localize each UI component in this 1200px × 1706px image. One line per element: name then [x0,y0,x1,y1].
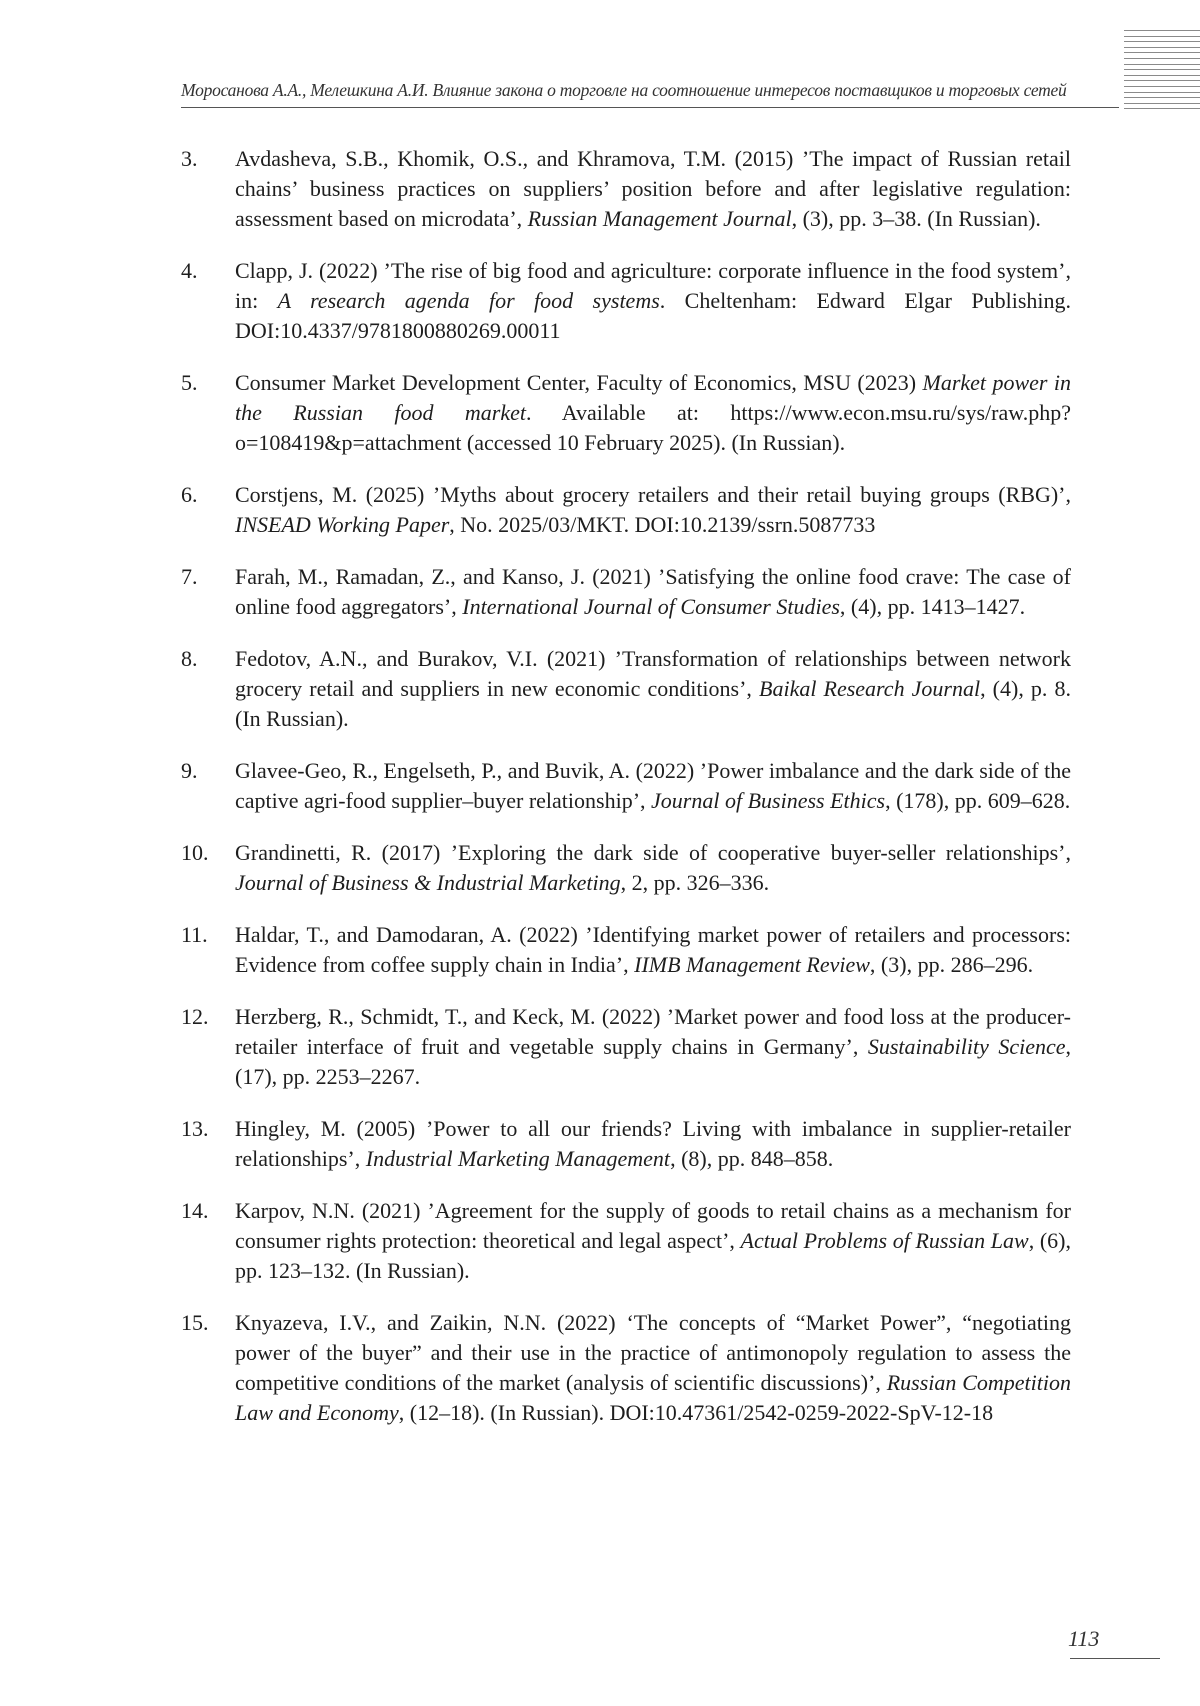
reference-text [235,1196,1071,1286]
reference-segment: Hingley, M. (2005) ’Power to all our friends? Living with imbalance in supplier-retailer relationships’, [235,1116,1071,1171]
header-divider [181,107,1119,108]
reference-item [181,920,1071,980]
reference-item [181,1308,1071,1428]
reference-segment: Knyazeva, I.V., and Zaikin, N.N. (2022) ‘The concepts of “Market Power”, “negotiating power of the buyer” and their use in the practice of antimonopoly regulation to assess the competitive conditions of the market (analysis of scientific discussions)’, [235,1310,1071,1395]
reference-segment: , (8), pp. 848–858. [670,1146,834,1171]
reference-item [181,838,1071,898]
reference-number: 13. [181,1116,209,1141]
reference-segment: Haldar, T., and Damodaran, A. (2022) ’Identifying market power of retailers and processors: Evidence from coffee supply chain in India’, [235,922,1071,977]
reference-segment: , (4), pp. 1413–1427. [839,594,1026,619]
reference-source-title: IIMB Management Review [634,952,870,977]
decorative-stripes [1124,30,1200,110]
reference-text [235,368,1071,458]
reference-source-title: Russian Management Journal [527,206,792,231]
reference-number: 4. [181,258,198,283]
reference-item [181,144,1071,234]
reference-item [181,256,1071,346]
reference-segment: , (12–18). (In Russian). DOI:10.47361/2542-0259-2022-SpV-12-18 [398,1400,994,1425]
reference-text [235,144,1071,234]
reference-number: 3. [181,146,198,171]
reference-source-title: Journal of Business Ethics [651,788,886,813]
reference-number: 10. [181,840,209,865]
reference-segment: Farah, M., Ramadan, Z., and Kanso, J. (2021) ’Satisfying the online food crave: The case of online food aggregators’, [235,564,1071,619]
reference-segment: Consumer Market Development Center, Faculty of Economics, MSU (2023) [235,370,923,395]
reference-source-title: A research agenda for food systems [277,288,660,313]
reference-list [181,144,1071,1450]
reference-segment: . Available at: https://www.econ.msu.ru/sys/raw.​php?o=108419&p=attachment (accessed 10 February 2025). (In Russian). [235,400,1071,455]
reference-segment: Herzberg, R., Schmidt, T., and Keck, M. (2022) ’Market power and food loss at the producer-retailer interface of fruit and vegetable supply chains in Germany’, [235,1004,1071,1059]
reference-number: 8. [181,646,198,671]
reference-segment: Corstjens, M. (2025) ’Myths about grocery retailers and their retail buying groups (RBG)’, [235,482,1071,507]
reference-source-title: Baikal Research Journal [759,676,981,701]
reference-source-title: Sustainability Science [867,1034,1066,1059]
reference-source-title: Actual Problems of Russian Law [740,1228,1029,1253]
reference-segment: Clapp, J. (2022) ’The rise of big food and agriculture: corporate influence in the food system’, in: [235,258,1071,313]
reference-segment: Karpov, N.N. (2021) ’Agreement for the supply of goods to retail chains as a mechanism for consumer rights protection: theoretical and legal aspect’, [235,1198,1071,1253]
reference-segment: . Cheltenham: Edward Elgar Publishing. DOI:10.4337/9781800880269.00011 [235,288,1071,343]
page-number: 113 [1068,1626,1100,1651]
reference-segment: Grandinetti, R. (2017) ’Exploring the dark side of cooperative buyer-seller relationships’, [235,840,1071,865]
reference-item [181,1196,1071,1286]
reference-text [235,920,1071,980]
reference-item [181,480,1071,540]
reference-segment: Glavee-Geo, R., Engelseth, P., and Buvik, A. (2022) ’Power imbalance and the dark side of the captive agri-food supplier–buyer relationship’, [235,758,1071,813]
reference-source-title: Market power in the Russian food market [235,370,1071,425]
reference-item [181,1114,1071,1174]
reference-source-title: Russian Competition Law and Economy [235,1370,1071,1425]
reference-segment: Avdasheva, S.B., Khomik, O.S., and Khramova, T.M. (2015) ’The impact of Russian retail chains’ business practices on suppliers’ position before and after legislative regulation: assessment based on microdata’, [235,146,1071,231]
reference-text [235,1114,1071,1174]
reference-segment: , 2, pp. 326–336. [620,870,770,895]
reference-number: 5. [181,370,198,395]
reference-item [181,562,1071,622]
reference-number: 14. [181,1198,209,1223]
reference-segment: , (3), pp. 286–296. [869,952,1034,977]
reference-number: 11. [181,922,208,947]
reference-item [181,756,1071,816]
reference-item [181,368,1071,458]
reference-text [235,644,1071,734]
reference-number: 6. [181,482,198,507]
reference-segment: , (178), pp. 609–628. [885,788,1071,813]
reference-text [235,838,1071,898]
reference-segment: , (4), p. 8. (In Russian). [235,676,1071,731]
reference-text [235,480,1071,540]
reference-text [235,1308,1071,1428]
reference-segment: , (3), pp. 3–38. (In Russian). [791,206,1041,231]
reference-segment: , (6), pp. 123–132. (In Russian). [235,1228,1072,1283]
reference-segment: , (17), pp. 2253–2267. [235,1034,1072,1089]
reference-segment: , No. 2025/03/MKT. DOI:10.2139/ssrn.5087733 [449,512,876,537]
page-number-rule [1070,1658,1160,1659]
reference-text [235,1002,1071,1092]
reference-number: 12. [181,1004,209,1029]
reference-text [235,562,1071,622]
reference-text [235,756,1071,816]
reference-source-title: Journal of Business & Industrial Marketing [235,870,621,895]
reference-item [181,644,1071,734]
reference-item [181,1002,1071,1092]
running-header: Моросанова А.А., Мелешкина А.И. Влияние закона о торговле на соотношение интересов поставщиков и торговых сетей [181,80,1067,100]
reference-source-title: International Journal of Consumer Studies [462,594,840,619]
reference-number: 9. [181,758,198,783]
reference-source-title: INSEAD Working Paper [235,512,450,537]
reference-segment: Fedotov, A.N., and Burakov, V.I. (2021) ’Transformation of relationships between network grocery retail and suppliers in new economic conditions’, [235,646,1071,701]
reference-source-title: Industrial Marketing Management [365,1146,671,1171]
reference-text [235,256,1071,346]
reference-number: 15. [181,1310,209,1335]
reference-number: 7. [181,564,198,589]
